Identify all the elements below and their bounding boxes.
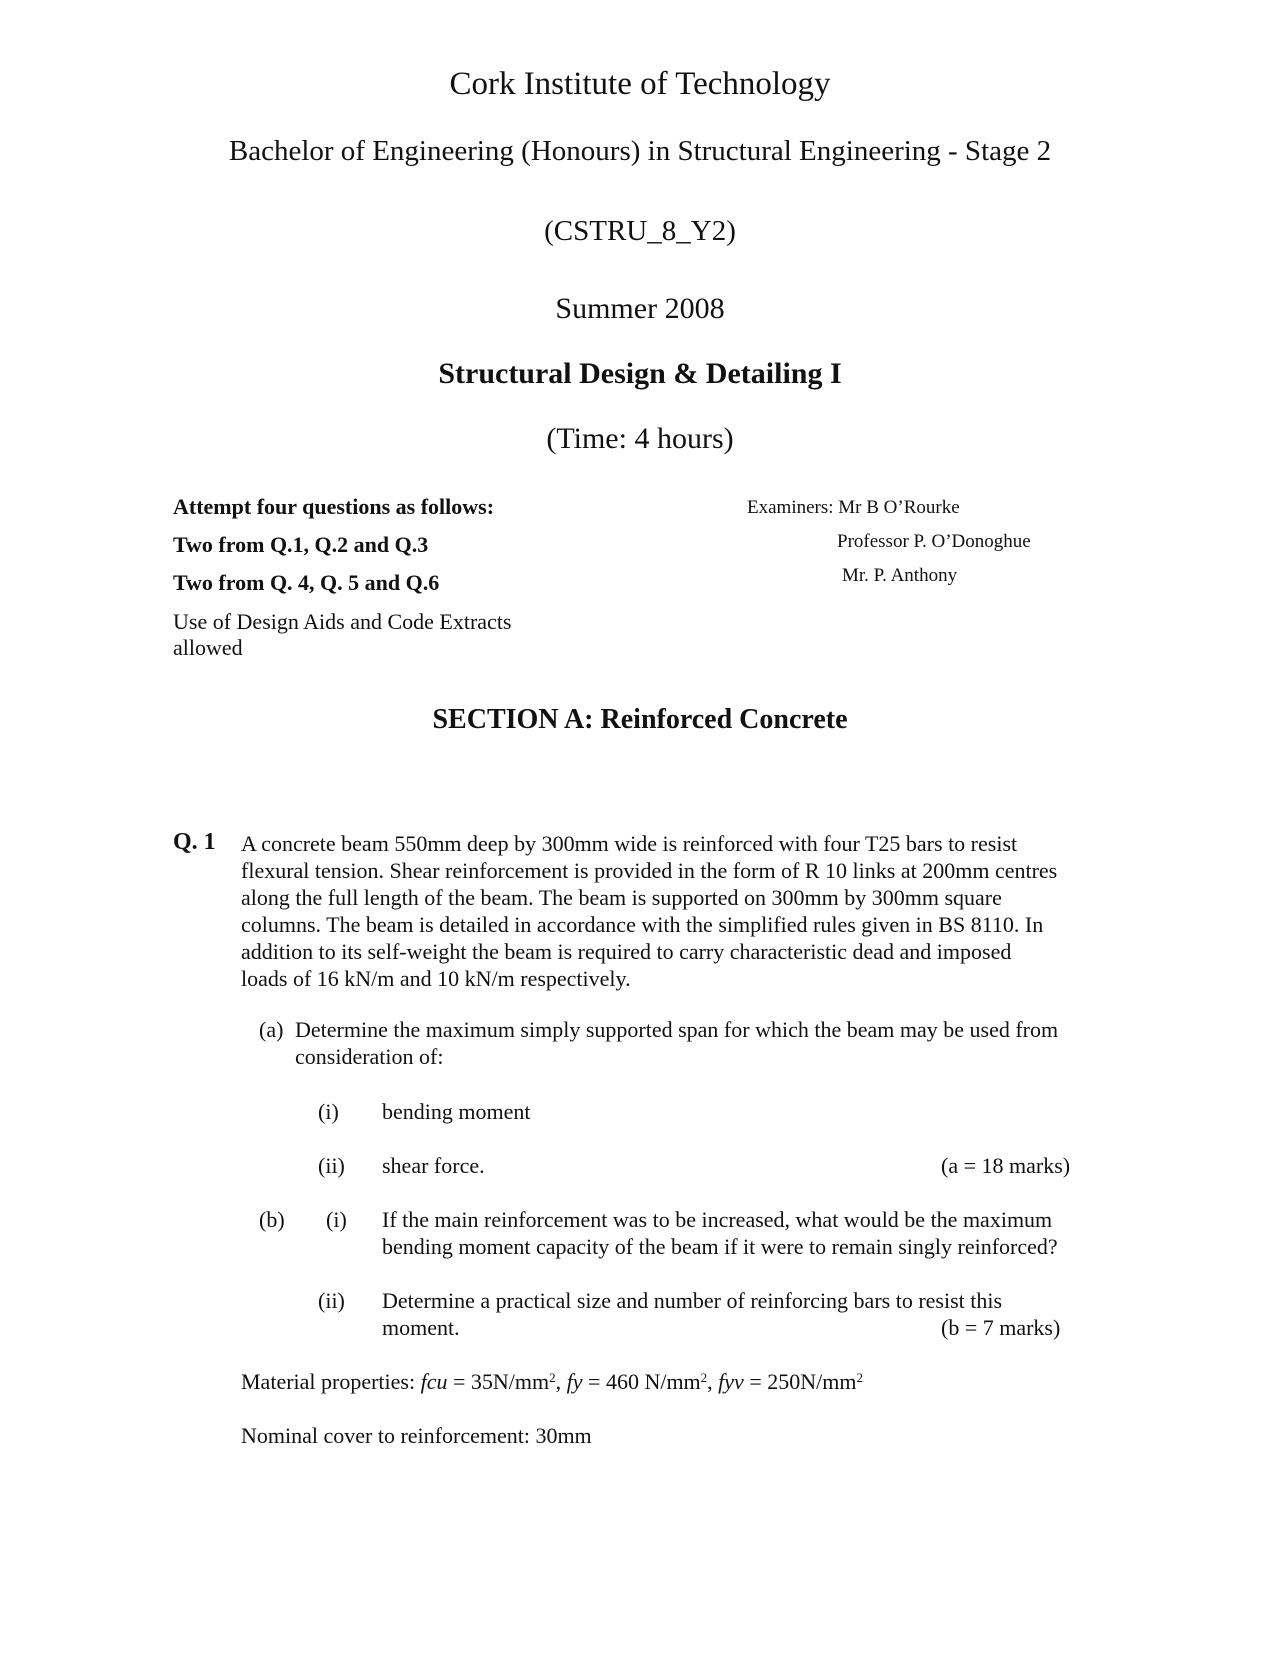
- part-a-i-text: bending moment: [382, 1099, 531, 1124]
- part-a-ii-text: shear force.: [382, 1153, 485, 1178]
- part-a-marks: (a = 18 marks): [941, 1153, 1071, 1178]
- part-a-ii-label: (ii): [318, 1153, 345, 1178]
- fyv-value: = 250N/mm: [743, 1369, 857, 1394]
- examiners-line-3: Mr. P. Anthony: [842, 565, 958, 586]
- question-stem-line: A concrete beam 550mm deep by 300mm wide is reinforced with four T25 bars to resist: [241, 831, 1018, 856]
- fcu-value: = 35N/mm: [447, 1369, 550, 1394]
- fy-symbol: fy: [566, 1369, 583, 1394]
- subject-title: Structural Design & Detailing I: [438, 357, 842, 390]
- examiners-line-2: Professor P. O’Donoghue: [837, 531, 1031, 552]
- part-a-line-2: consideration of:: [295, 1044, 444, 1069]
- instruction-line-4a: Use of Design Aids and Code Extracts: [173, 609, 512, 634]
- instruction-line-3: Two from Q. 4, Q. 5 and Q.6: [173, 570, 440, 595]
- exam-duration: (Time: 4 hours): [546, 422, 734, 455]
- material-properties: [241, 1368, 863, 1395]
- fy-value: = 460 N/mm: [582, 1369, 701, 1394]
- question-stem-line: loads of 16 kN/m and 10 kN/m respectively.: [241, 966, 631, 991]
- exponent: 2: [549, 1370, 556, 1385]
- part-a-line-1: Determine the maximum simply supported span for which the beam may be used from: [295, 1017, 1059, 1042]
- part-b-i-label: (i): [326, 1207, 347, 1232]
- question-label: Q. 1: [173, 829, 216, 855]
- part-b-ii-label: (ii): [318, 1288, 345, 1313]
- material-prefix: Material properties:: [241, 1369, 421, 1394]
- part-b-ii-line-2: moment.: [382, 1315, 460, 1340]
- part-a-label: (a): [259, 1017, 284, 1042]
- part-b-label: (b): [259, 1207, 285, 1232]
- part-b-i-line-1: If the main reinforcement was to be increased, what would be the maximum: [382, 1207, 1053, 1232]
- exponent: 2: [856, 1370, 863, 1385]
- examiners-line-1: Examiners: Mr B O’Rourke: [747, 497, 960, 518]
- question-stem-line: addition to its self-weight the beam is required to carry characteristic dead and imposed: [241, 939, 1012, 964]
- nominal-cover: Nominal cover to reinforcement: 30mm: [241, 1423, 592, 1448]
- fcu-symbol: fcu: [420, 1369, 448, 1394]
- separator: ,: [555, 1369, 567, 1394]
- exam-session: Summer 2008: [555, 292, 725, 325]
- question-stem-line: columns. The beam is detailed in accordance with the simplified rules given in BS 8110. In: [241, 912, 1044, 937]
- programme-title: Bachelor of Engineering (Honours) in Structural Engineering - Stage 2: [228, 135, 1052, 167]
- instruction-line-4b: allowed: [173, 635, 243, 660]
- instruction-line-1: Attempt four questions as follows:: [173, 494, 495, 519]
- section-title: SECTION A: Reinforced Concrete: [432, 704, 848, 735]
- part-a-i-label: (i): [318, 1099, 339, 1124]
- fyv-symbol: fyv: [718, 1369, 744, 1394]
- institution-title: Cork Institute of Technology: [449, 66, 831, 102]
- question-stem-line: flexural tension. Shear reinforcement is provided in the form of R 10 links at 200mm centres: [241, 858, 1058, 883]
- part-b-i-line-2: bending moment capacity of the beam if it were to remain singly reinforced?: [382, 1234, 1058, 1259]
- course-code: (CSTRU_8_Y2): [544, 215, 736, 247]
- question-stem: [241, 830, 1121, 992]
- exponent: 2: [700, 1370, 708, 1385]
- part-b-ii-line-1: Determine a practical size and number of reinforcing bars to resist this: [382, 1288, 1003, 1313]
- separator: ,: [707, 1369, 719, 1394]
- part-b-marks: (b = 7 marks): [941, 1315, 1061, 1340]
- instruction-line-2: Two from Q.1, Q.2 and Q.3: [173, 532, 429, 557]
- question-stem-line: along the full length of the beam. The beam is supported on 300mm by 300mm square: [241, 885, 1002, 910]
